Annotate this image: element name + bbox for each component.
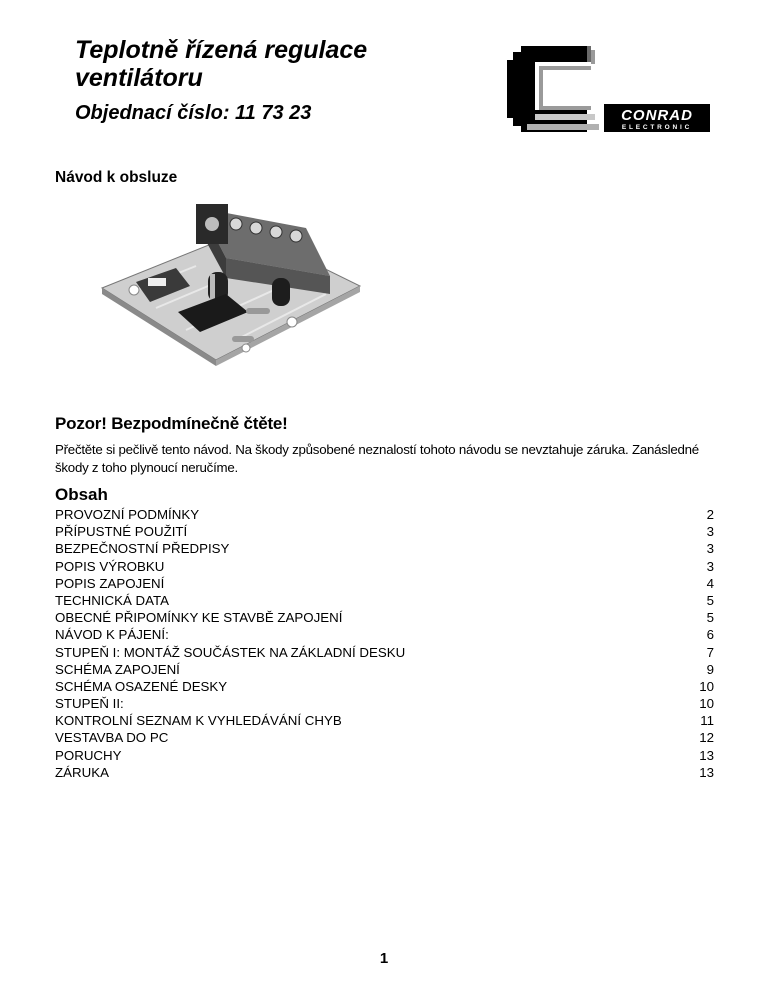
toc-entry-page: 11 xyxy=(700,713,714,729)
toc-entry[interactable] xyxy=(55,540,714,557)
toc-entry-page: 5 xyxy=(706,592,714,608)
toc-entry-title: BEZPEČNOSTNÍ PŘEDPISY xyxy=(55,541,230,557)
toc-entry[interactable] xyxy=(55,747,714,764)
toc-entry-title: STUPEŇ I: MONTÁŽ SOUČÁSTEK NA ZÁKLADNÍ DESKU xyxy=(55,644,406,660)
toc-entry-page: 13 xyxy=(699,764,714,780)
toc-entry-title: SCHÉMA OSAZENÉ DESKY xyxy=(55,678,228,694)
toc-entry-title: PŘÍPUSTNÉ POUŽITÍ xyxy=(55,524,188,540)
toc-entry-page: 13 xyxy=(699,747,714,763)
logo-tagline-text: ELECTRONIC xyxy=(621,124,693,131)
toc-entry[interactable] xyxy=(55,609,714,626)
toc-entry[interactable] xyxy=(55,661,714,678)
toc-entry-page: 3 xyxy=(706,541,714,557)
document-title: Teplotně řízená regulace ventilátoru xyxy=(75,36,368,92)
toc-entry[interactable] xyxy=(55,523,714,540)
toc-entry-page: 3 xyxy=(706,524,714,540)
toc-entry-page: 3 xyxy=(706,558,714,574)
toc-entry[interactable] xyxy=(55,626,714,643)
warning-text: Přečtěte si pečlivě tento návod. Na škody způsobené neznalostí tohoto návodu se nevztahuje záruka. Zanásledné škody z toho plynoucí neručíme. xyxy=(55,442,699,475)
toc-entry-page: 5 xyxy=(706,610,714,626)
table-of-contents xyxy=(55,506,714,781)
toc-entry-page: 12 xyxy=(699,730,714,746)
toc-entry[interactable] xyxy=(55,575,714,592)
toc-entry-title: KONTROLNÍ SEZNAM K VYHLEDÁVÁNÍ CHYB xyxy=(55,713,342,729)
toc-entry-title: VESTAVBA DO PC xyxy=(55,730,169,746)
toc-entry-page: 9 xyxy=(706,661,714,677)
toc-entry-title: OBECNÉ PŘIPOMÍNKY KE STAVBĚ ZAPOJENÍ xyxy=(55,610,343,626)
toc-entry-title: POPIS VÝROBKU xyxy=(55,558,165,574)
toc-entry-page: 10 xyxy=(699,678,714,694)
toc-entry[interactable] xyxy=(55,644,714,661)
toc-entry-page: 4 xyxy=(706,575,714,591)
toc-entry-page: 7 xyxy=(706,644,714,660)
toc-entry[interactable] xyxy=(55,712,714,729)
order-number: Objednací číslo: 11 73 23 xyxy=(75,102,312,124)
toc-entry[interactable] xyxy=(55,592,714,609)
logo-brand-text: CONRAD xyxy=(621,107,693,124)
toc-entry[interactable] xyxy=(55,558,714,575)
toc-entry-title: ZÁRUKA xyxy=(55,764,109,780)
toc-entry[interactable] xyxy=(55,729,714,746)
toc-entry[interactable] xyxy=(55,695,714,712)
toc-entry-title: POPIS ZAPOJENÍ xyxy=(55,575,165,591)
toc-entry-title: PORUCHY xyxy=(55,747,122,763)
toc-entry-title: PROVOZNÍ PODMÍNKY xyxy=(55,507,200,522)
toc-entry-title: NÁVOD K PÁJENÍ: xyxy=(55,627,169,643)
conrad-logo xyxy=(505,40,711,138)
warning-heading: Pozor! Bezpodmínečně čtěte! xyxy=(55,414,288,433)
manual-heading: Návod k obsluze xyxy=(55,169,178,186)
toc-entry-title: SCHÉMA ZAPOJENÍ xyxy=(55,661,180,677)
page-number: 1 xyxy=(379,950,389,967)
toc-entry-title: STUPEŇ II: xyxy=(55,696,124,712)
toc-heading: Obsah xyxy=(55,485,108,504)
toc-entry[interactable] xyxy=(55,764,714,781)
circuit-board-photo xyxy=(96,190,366,370)
toc-entry[interactable] xyxy=(55,506,714,523)
toc-entry-title: TECHNICKÁ DATA xyxy=(55,592,170,608)
toc-entry[interactable] xyxy=(55,678,714,695)
toc-entry-page: 2 xyxy=(706,507,714,522)
toc-entry-page: 6 xyxy=(706,627,714,643)
toc-entry-page: 10 xyxy=(699,696,714,712)
